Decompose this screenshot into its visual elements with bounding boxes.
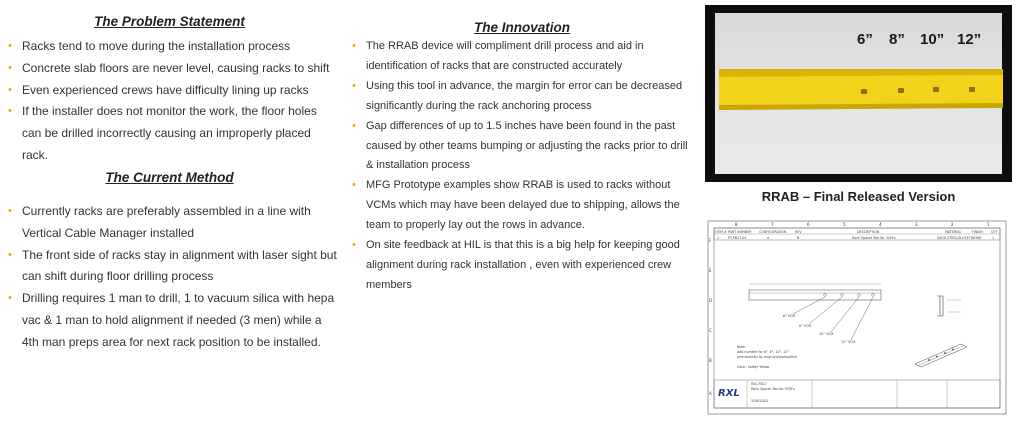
yellow-bar-illustration [705,5,1012,182]
bullet-icon: • [8,292,12,305]
bom-header: CONFIGURATION [759,230,787,234]
innovation-list [352,37,692,296]
note-line: permanently by engrave/stamp/etch [737,355,798,359]
bullet-icon: • [8,83,12,96]
bullet-icon: • [352,239,356,252]
list-item: • Currently racks are preferably assembled in a line with Vertical Cable Manager installed [8,201,338,245]
note-line: Add number for 6", 8", 10", 12" [737,350,789,354]
bom-cell: Rack Spacer Bar for VCM's [852,236,896,240]
bullet-icon: • [352,40,356,52]
col-label: 2 [951,222,954,227]
bullet-icon: • [352,119,356,132]
vcm-label: 10" VCM [819,332,834,336]
bom-cell: B [797,236,800,240]
bom-header: QTY [991,230,998,234]
problem-section [8,14,338,167]
part-number: RXL-FB17 [751,382,767,386]
bullet-icon: • [8,105,12,118]
bom-header: REV [795,230,802,234]
list-item: • Gap differences of up to 1.5 inches have been found in the past caused by other teams bumping or adjusting the racks prior to drill & installation process [352,117,692,177]
bullet-icon: • [352,179,356,192]
col-label: 1 [987,222,990,227]
drawing-date: 5/28/2024 [751,399,768,403]
vcm-label: 8" VCM [799,324,812,328]
bullet-icon: • [352,79,356,92]
list-item: • Using this tool in advance, the margin for error can be decreased significantly during the rack anchoring process [352,77,692,117]
rxl-logo: RXL [718,388,740,399]
row-label: E [709,268,712,273]
product-photo [705,5,1012,182]
engineering-drawing [707,220,1007,415]
bom-cell: PT-FB17-01 [728,236,747,240]
problem-heading: The Problem Statement [94,14,245,29]
bullet-icon: • [8,40,12,52]
current-heading: The Current Method [105,170,234,185]
list-item: • Racks tend to move during the installation process [8,36,338,58]
col-label: 8 [735,222,738,227]
list-item: • The front side of racks stay in alignment with laser sight but can shift during floor drilling process [8,245,338,289]
problem-list [8,36,338,167]
photo-caption: RRAB – Final Released Version [761,189,956,204]
part-description: Rack Spacer Bar for VCM's [751,387,795,391]
bom-header: PART NUMBER [728,230,752,234]
list-item: • If the installer does not monitor the work, the floor holes can be drilled incorrectly causing an improperly placed rack. [8,101,338,166]
bom-header: FINISH [972,230,983,234]
note-line: Note: [737,345,746,349]
col-label: 7 [771,222,774,227]
hole [861,89,867,94]
bom-header: DESCRIPTION [857,230,880,234]
list-item: • The RRAB device will compliment drill process and aid in identification of racks that are constructed accurately [352,37,692,77]
col-label: 6 [807,222,810,227]
list-item: • MFG Prototype examples show RRAB is used to racks without VCMs which may have been delayed due to shipping, allows the team to properly lay out the rows in advance. [352,176,692,236]
bom-cell: SAGA STEEL(D-0747) [937,236,973,240]
list-item: • Concrete slab floors are never level, causing racks to shift [8,58,338,80]
row-label: C [709,328,712,333]
size-label-6: 6” [857,31,873,48]
bom-cell: 1 [992,236,995,240]
hole [969,87,975,92]
bom-header: MATERIAL [945,230,962,234]
size-label-8: 8” [889,31,905,48]
row-label: B [709,358,712,363]
innovation-section [352,20,692,296]
bom-cell: 1 [717,236,720,240]
col-label: 3 [915,222,918,227]
list-item: • Even experienced crews have difficulty lining up racks [8,80,338,102]
col-label: 4 [879,222,882,227]
bom-cell: NONE [972,236,982,240]
vcm-label: 12" VCM [841,340,856,344]
bullet-icon: • [8,61,12,74]
list-item: • On site feedback at HIL is that this is a big help for keeping good alignment during rack installation , even with experienced crew members [352,236,692,296]
drawing-svg [707,220,1007,415]
bom-header: ITEM # [715,230,727,234]
bullet-icon: • [8,205,12,217]
current-list [8,201,338,354]
size-label-10: 10” [920,31,945,48]
bullet-icon: • [8,248,12,261]
note-line: Color: Safety Yellow [737,365,770,369]
size-label-12: 12” [957,31,982,48]
hole [933,87,939,92]
row-label: A [709,391,712,396]
row-label: F [709,238,712,243]
row-label: D [709,298,713,303]
col-label: 5 [843,222,846,227]
bom-cell: A [767,236,770,240]
innovation-heading: The Innovation [474,20,570,35]
list-item: • Drilling requires 1 man to drill, 1 to vacuum silica with hepa vac & 1 man to hold alignment if needed (3 men) while a 4th man preps area for next rack position to be installed. [8,288,338,353]
hole [898,88,904,93]
current-section [8,170,338,354]
vcm-label: 6" VCM [783,314,796,318]
